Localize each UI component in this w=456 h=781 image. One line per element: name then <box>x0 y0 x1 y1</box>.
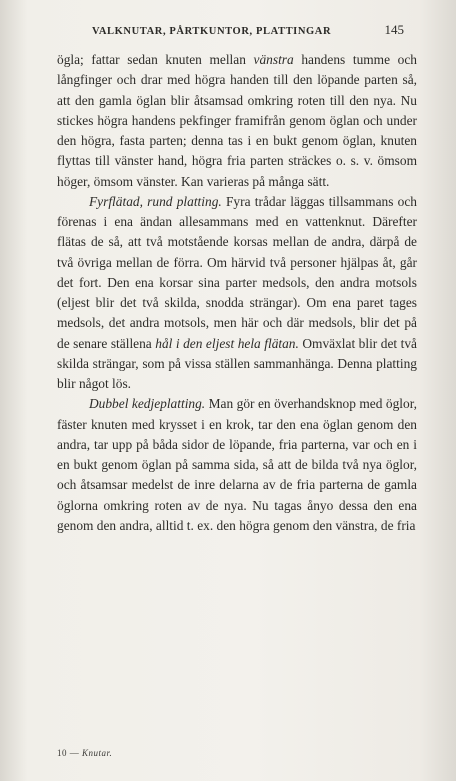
page-header <box>92 22 404 42</box>
page-number: 145 <box>384 22 404 37</box>
paragraph <box>57 394 417 536</box>
text-run: handens tumme och långfinger och drar med högra handen till den löpande parten så, att den gamla öglan blir åtsamsad omkring roten till den nya. Nu stickes högra handens pekfinger framifrån genom öglan och under den högra, fasta parten; denna tas i en bukt genom öglan, knuten flyttas till vänster hand, högra fria parten sträckes o. s. v. ömsom höger, ömsom vänster. Kan varieras på många sätt. <box>57 52 417 189</box>
text-run: Man gör en överhandsknop med öglor, fäster knuten med krysset i en krok, tar den ena öglan genom den andra, tar upp på båda sidor de löpande, fria parterna, var och en i en bukt genom öglan på samma sida, så att de bilda två nya öglor, och åtsamsar medelst de inre delarna av de fria parterna de gamla öglorna omkring roten av de nya. Nu tagas ånyo dessa den ena genom den andra, alltid t. ex. den högra genom den vänstra, de fria <box>57 396 417 533</box>
italic-text: vänstra <box>253 52 294 67</box>
printer-signature <box>57 748 112 758</box>
signature-word: Knutar. <box>82 748 113 758</box>
text-run: Omväxlat blir det två skilda strängar, som på vissa ställen sammanhänga. Denna platting blir något lös. <box>57 335 417 391</box>
text-run: ögla; fattar sedan knuten mellan <box>57 52 254 67</box>
running-title: VALKNUTAR, PÅRTKUNTOR, PLATTINGAR <box>92 26 332 37</box>
signature-dash: — <box>69 748 80 758</box>
paragraph <box>57 192 417 395</box>
body-text <box>57 50 417 536</box>
text-run: Fyra trådar läggas tillsammans och förenas i ena ändan allesammans med en vattenknut. Därefter flätas de så, att två motstående korsas mellan de andra, därpå de två övriga mellan de förra. Om härvid två personer hjälpas åt, går det fort. Den ena korsar sina parter medsols, den andra motsols (eljest blir det två skilda, snodda strängar). Om ena paret tages medsols, det andra motsols, men här och där medsols, blir det på de senare ställena <box>57 193 417 351</box>
italic-text: Dubbel kedjeplatting. <box>89 396 206 412</box>
paragraph <box>57 50 417 192</box>
signature-number: 10 <box>57 748 67 758</box>
italic-text: Fyrflätad, rund platting. <box>89 193 222 209</box>
italic-text: hål i den eljest hela flätan. <box>155 335 299 351</box>
